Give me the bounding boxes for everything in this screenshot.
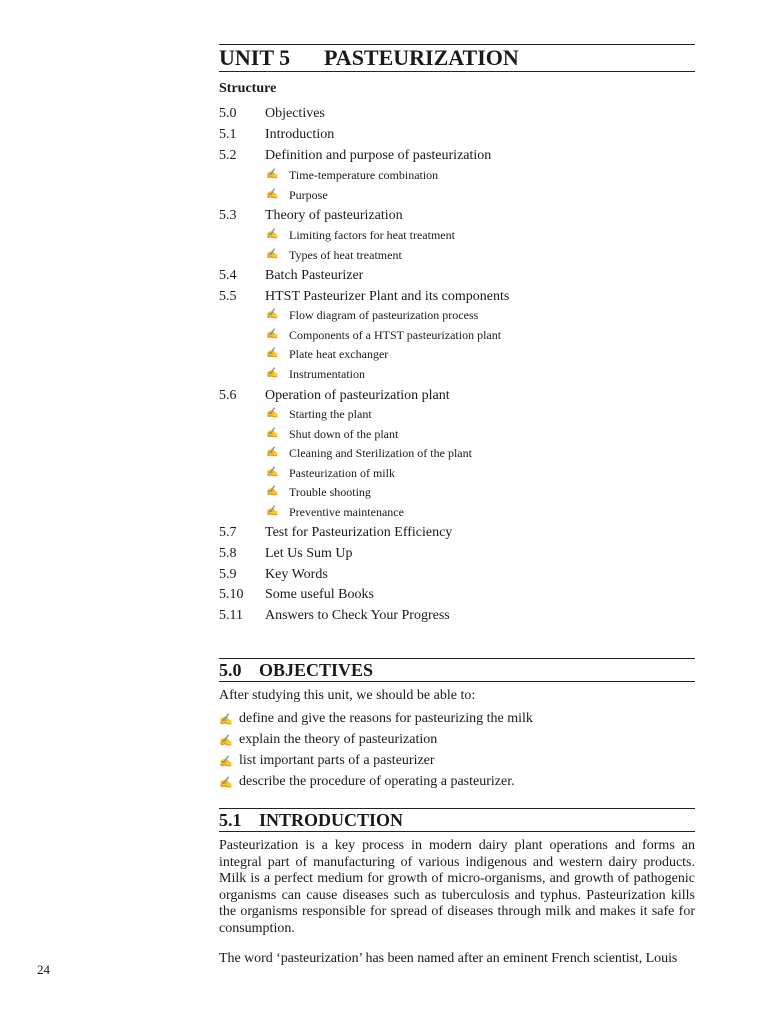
objectives-intro: After studying this unit, we should be able to: [219,688,476,703]
writing-hand-icon: ✍ [266,248,279,260]
writing-hand-icon: ✍ [219,756,233,768]
introduction-number: 5.1 [219,810,242,830]
unit-title-bar [219,44,695,72]
toc-item-label: Definition and purpose of pasteurization [265,148,492,163]
toc-subitem-label: Preventive maintenance [289,504,404,519]
introduction-heading [219,809,403,831]
toc-subitem-label: Shut down of the plant [289,426,399,441]
writing-hand-icon: ✍ [266,486,279,497]
toc-item-number: 5.7 [219,525,237,540]
objectives-heading [219,659,373,681]
toc-item-number: 5.0 [219,106,237,121]
toc-subitem-label: Plate heat exchanger [289,347,389,361]
toc-subitem-label: Purpose [289,187,328,202]
toc-item-number: 5.2 [219,148,237,163]
toc-item-label: Operation of pasteurization plant [265,388,450,403]
toc-subitem-label: Cleaning and Sterilization of the plant [289,446,472,460]
objective-item-label: explain the theory of pasteurization [239,732,438,747]
structure-heading: Structure [219,81,277,96]
toc-item-label: Objectives [265,106,325,121]
writing-hand-icon: ✍ [266,328,279,340]
writing-hand-icon: ✍ [266,367,279,379]
toc-item-label: Key Words [265,567,328,582]
toc-subitem-label: Instrumentation [289,366,365,381]
introduction-paragraph-1: Pasteurization is a key process in modern dairy plant operations and forms an integral part of manufacturing of various indigenous and western dairy products. Milk is a perfect medium for growth of micro-organisms, and growth of pathogenic organisms can cause diseases such as tuberculosis and typhus. Pasteurization kills the organisms responsible for spread of diseases through milk and makes it safe for consumption. [219,838,695,936]
toc-item-label: HTST Pasteurizer Plant and its components [265,289,510,304]
toc-subitem-label: Pasteurization of milk [289,465,395,480]
toc-subitem-label: Types of heat treatment [289,247,402,262]
toc-item-label: Some useful Books [265,587,374,602]
toc-subitem-label: Time-temperature combination [289,168,439,182]
toc-item-label: Batch Pasteurizer [265,268,364,283]
objective-item-label: define and give the reasons for pasteurizing the milk [239,711,533,726]
toc-item-number: 5.8 [219,546,237,561]
writing-hand-icon: ✍ [266,466,279,478]
toc-subitem-label: Limiting factors for heat treatment [289,228,455,242]
toc-subitem-label: Components of a HTST pasteurization plant [289,327,502,342]
writing-hand-icon: ✍ [266,229,279,240]
writing-hand-icon: ✍ [266,505,279,517]
toc-item-label: Introduction [265,127,335,142]
unit-name: PASTEURIZATION [324,45,519,70]
toc-item-label: Theory of pasteurization [265,208,403,223]
objectives-heading-bar [219,658,695,682]
toc-subitem-label: Flow diagram of pasteurization process [289,308,479,322]
objective-item-label: describe the procedure of operating a pasteurizer. [239,774,515,789]
toc-item-number: 5.5 [219,289,237,304]
introduction-paragraph-2: The word ‘pasteurization’ has been named after an eminent French scientist, Louis [219,951,678,966]
toc-subitem-label: Trouble shooting [289,485,371,499]
introduction-heading-bar [219,808,695,832]
unit-title [219,46,519,70]
toc-item-label: Let Us Sum Up [265,546,353,561]
writing-hand-icon: ✍ [266,188,279,200]
toc-item-number: 5.1 [219,127,237,142]
writing-hand-icon: ✍ [266,169,279,180]
writing-hand-icon: ✍ [266,348,279,359]
writing-hand-icon: ✍ [219,735,233,747]
toc-subitem-label: Starting the plant [289,407,372,421]
toc-item-label: Test for Pasteurization Efficiency [265,525,453,540]
writing-hand-icon: ✍ [266,427,279,439]
writing-hand-icon: ✍ [266,408,279,419]
unit-number: UNIT 5 [219,45,291,70]
toc-item-number: 5.3 [219,208,237,223]
writing-hand-icon: ✍ [266,447,279,458]
objectives-title: OBJECTIVES [259,660,374,680]
introduction-title: INTRODUCTION [259,810,404,830]
toc-item-number: 5.9 [219,567,237,582]
toc-item-number: 5.6 [219,388,237,403]
writing-hand-icon: ✍ [219,714,233,726]
page-number: 24 [37,962,50,977]
toc-item-number: 5.4 [219,268,237,283]
writing-hand-icon: ✍ [266,309,279,320]
objectives-number: 5.0 [219,660,242,680]
toc-item-label: Answers to Check Your Progress [265,608,450,623]
toc-item-number: 5.10 [219,587,244,602]
toc-item-number: 5.11 [219,608,243,623]
objective-item-label: list important parts of a pasteurizer [239,753,435,768]
writing-hand-icon: ✍ [219,777,233,789]
